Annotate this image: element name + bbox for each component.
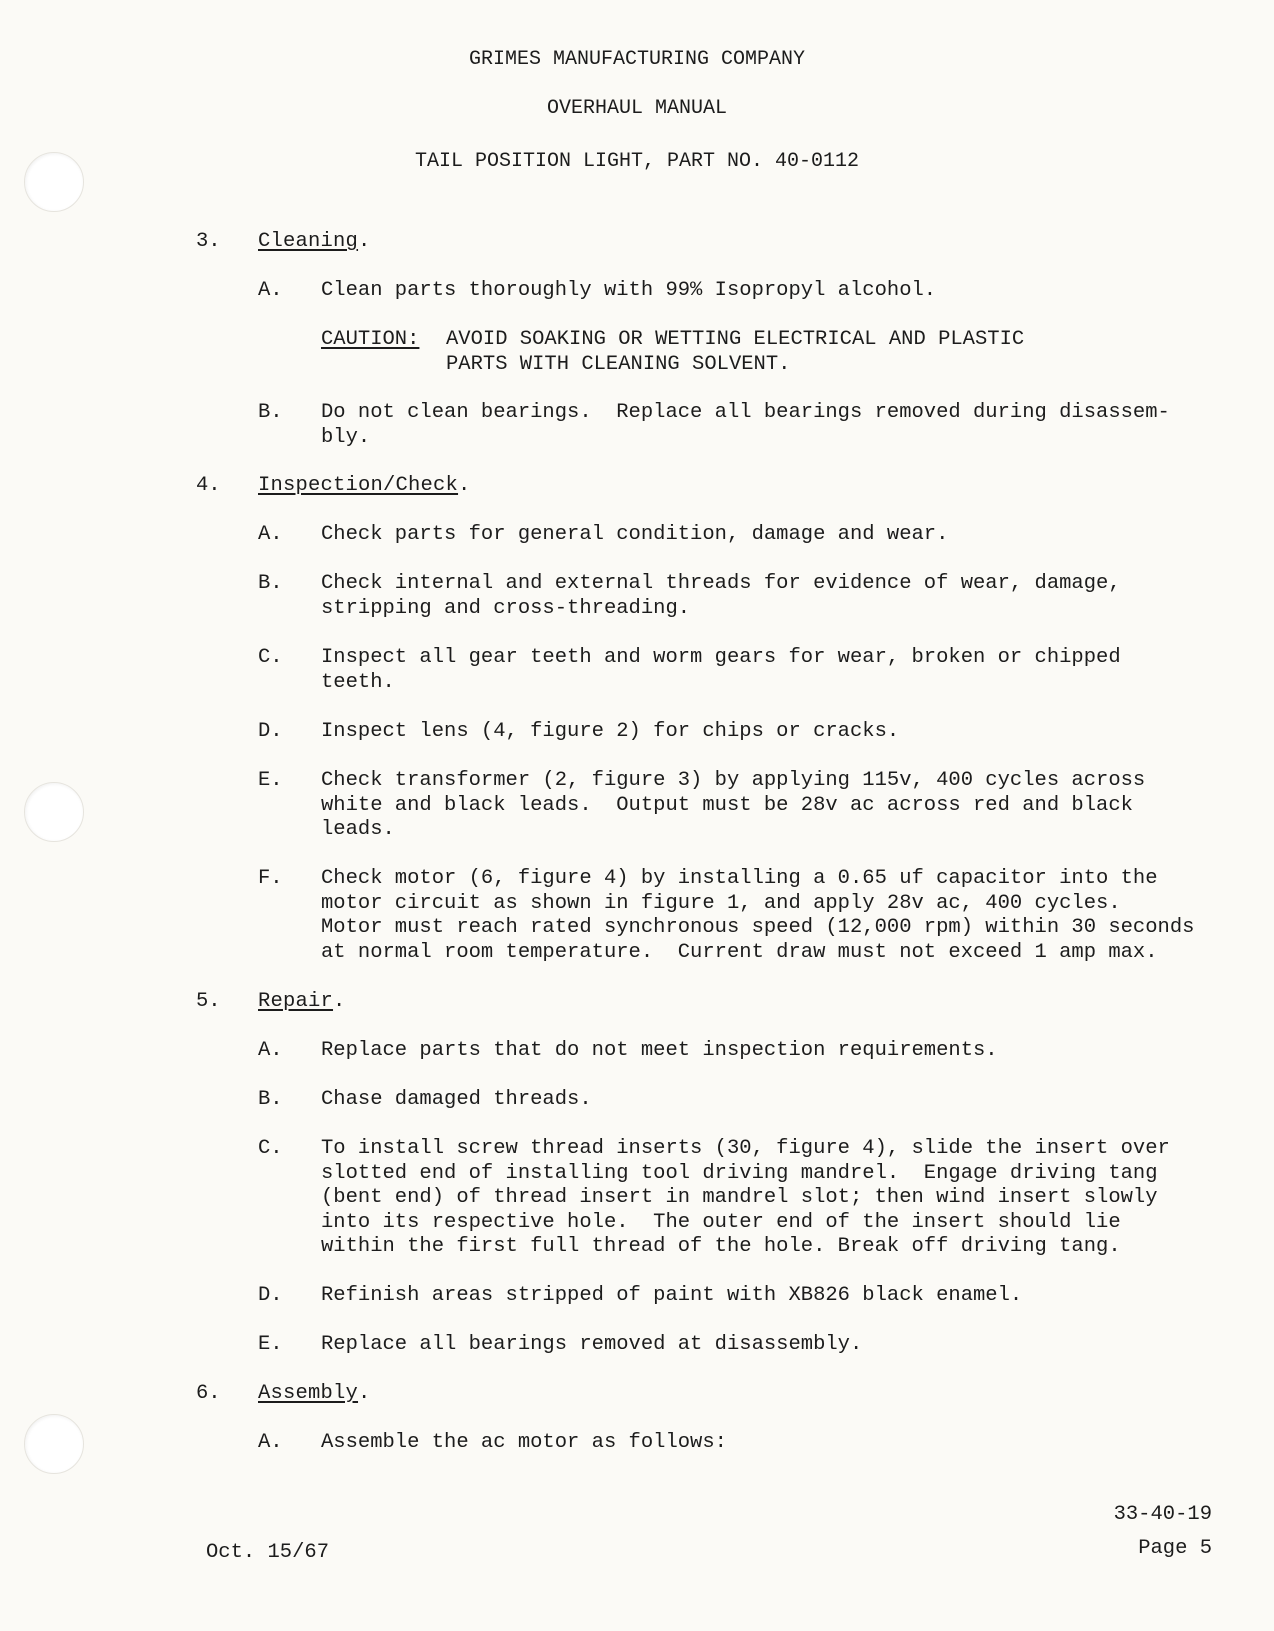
manual-subject: TAIL POSITION LIGHT, PART NO. 40-0112 [414, 150, 860, 173]
section-heading: Cleaning. [258, 230, 371, 253]
caution-label: CAUTION: [321, 328, 420, 351]
item-label: C. [258, 1137, 283, 1160]
caution-text: AVOID SOAKING OR WETTING ELECTRICAL AND PLASTIC PARTS WITH CLEANING SOLVENT. [446, 328, 1025, 376]
item-text: Chase damaged threads. [321, 1088, 592, 1111]
punch-hole-bottom [24, 1414, 84, 1474]
item-label: B. [258, 572, 283, 595]
section-number: 6. [196, 1382, 221, 1405]
item-text: To install screw thread inserts (30, figure 4), slide the insert over slotted end of installing tool driving mandrel. Engage driving tang (bent end) of thread insert in mandrel slot; then wind insert slowly into its respective hole. The outer end of the insert should lie within the first full thread of the hole. Break off driving tang. [321, 1137, 1170, 1258]
item-text: Check motor (6, figure 4) by installing a 0.65 uf capacitor into the motor circuit as shown in figure 1, and apply 28v ac, 400 cycles. Motor must reach rated synchronous speed (12,000 rpm) within 30 seconds at normal room temperature. Current draw must not exceed 1 amp max. [321, 867, 1195, 964]
item-label: E. [258, 769, 283, 792]
item-text: Check internal and external threads for evidence of wear, damage, stripping and cross-threading. [321, 572, 1121, 620]
item-text: Inspect all gear teeth and worm gears for wear, broken or chipped teeth. [321, 646, 1121, 694]
item-label: B. [258, 1088, 283, 1111]
item-label: A. [258, 279, 283, 302]
section-title: Repair [258, 990, 334, 1013]
section-title: Cleaning [258, 230, 359, 253]
item-label: A. [258, 523, 283, 546]
page-number: Page 5 [1138, 1537, 1212, 1560]
item-label: D. [258, 720, 283, 743]
item-text: Assemble the ac motor as follows: [321, 1431, 727, 1454]
item-label: A. [258, 1431, 283, 1454]
item-text: Replace parts that do not meet inspection requirements. [321, 1039, 998, 1062]
item-label: C. [258, 646, 283, 669]
item-text: Clean parts thoroughly with 99% Isopropyl alcohol. [321, 279, 937, 302]
item-text: Refinish areas stripped of paint with XB826 black enamel. [321, 1284, 1023, 1307]
company-name: GRIMES MANUFACTURING COMPANY [468, 48, 806, 71]
section-title: Assembly [258, 1382, 359, 1405]
section-number: 3. [196, 230, 221, 253]
item-label: E. [258, 1333, 283, 1356]
punch-hole-middle [24, 782, 84, 842]
doc-number: 33-40-19 [1113, 1503, 1212, 1526]
manual-title: OVERHAUL MANUAL [546, 97, 728, 120]
section-number: 5. [196, 990, 221, 1013]
revision-date: Oct. 15/67 [206, 1541, 330, 1564]
section-heading: Inspection/Check. [258, 474, 471, 497]
section-number: 4. [196, 474, 221, 497]
item-text: Replace all bearings removed at disassembly. [321, 1333, 863, 1356]
item-label: D. [258, 1284, 283, 1307]
item-label: A. [258, 1039, 283, 1062]
item-text: Check parts for general condition, damage and wear. [321, 523, 949, 546]
item-text: Inspect lens (4, figure 2) for chips or cracks. [321, 720, 900, 743]
item-text: Check transformer (2, figure 3) by applying 115v, 400 cycles across white and black leads. Output must be 28v ac across red and black leads. [321, 769, 1146, 841]
section-title: Inspection/Check [258, 474, 459, 497]
item-label: F. [258, 867, 283, 890]
section-heading: Assembly. [258, 1382, 371, 1405]
section-heading: Repair. [258, 990, 346, 1013]
item-label: B. [258, 401, 283, 424]
item-text: Do not clean bearings. Replace all bearings removed during disassem- bly. [321, 401, 1170, 449]
